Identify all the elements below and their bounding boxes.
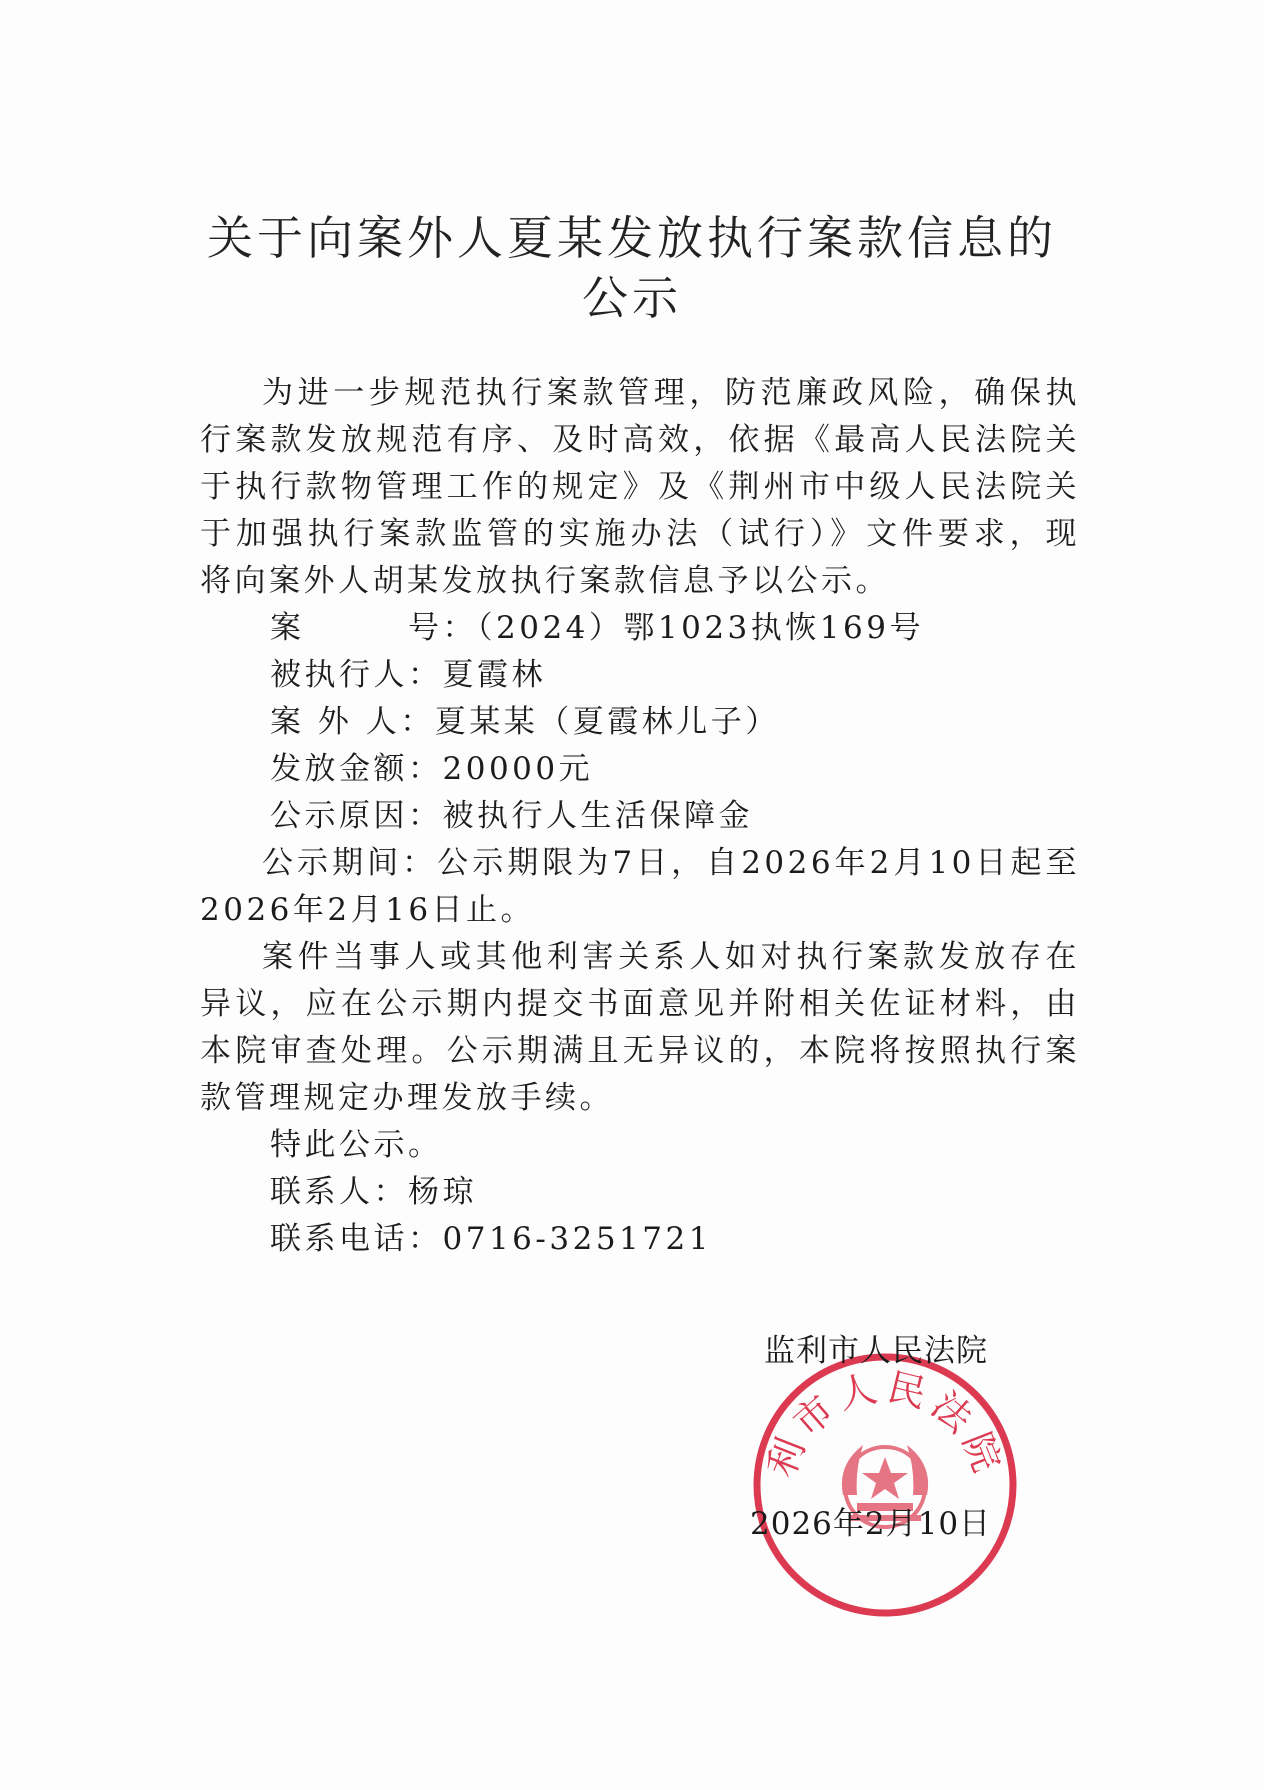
respondent-label: 被执行人： <box>270 657 443 693</box>
signature-org: 监利市人民法院 <box>764 1333 988 1369</box>
outsider-row <box>200 699 1080 746</box>
title-line-2: 公示 <box>582 271 682 325</box>
court-seal-stamp <box>745 1345 1025 1625</box>
case-number-value: （2024）鄂1023执恢169号 <box>477 610 924 646</box>
amount-label: 发放金额： <box>270 751 443 787</box>
closing-line: 特此公示。 <box>270 1127 443 1163</box>
case-number-row <box>200 605 1080 652</box>
outsider-label: 案 外 人： <box>270 704 435 740</box>
respondent-row <box>200 652 1080 699</box>
signature-date: 2026年2月10日 <box>750 1506 992 1542</box>
seal-ring-text: 利市人民法院 <box>758 1364 1012 1484</box>
reason-row <box>200 793 1080 840</box>
period-row <box>200 840 1080 934</box>
contact-person-label: 联系人： <box>270 1174 408 1210</box>
contact-phone-row <box>200 1216 1080 1263</box>
reason-value: 被执行人生活保障金 <box>442 798 753 834</box>
case-number-label: 案 号： <box>270 610 477 646</box>
contact-person-value: 杨琼 <box>408 1174 477 1210</box>
respondent-value: 夏霞林 <box>442 657 546 693</box>
document-body <box>200 370 1080 1263</box>
contact-phone-label: 联系电话： <box>270 1221 443 1257</box>
amount-value: 20000元 <box>442 751 594 787</box>
amount-row <box>200 746 1080 793</box>
intro-paragraph: 为进一步规范执行案款管理，防范廉政风险，确保执行案款发放规范有序、及时高效，依据《最高人民法院关于执行款物管理工作的规定》及《荆州市中级人民法院关于加强执行案款监管的实施办法（试行）》文件要求，现将向案外人胡某发放执行案款信息予以公示。 <box>200 375 1080 599</box>
objection-paragraph: 案件当事人或其他利害关系人如对执行案款发放存在异议，应在公示期内提交书面意见并附相关佐证材料，由本院审查处理。公示期满且无异议的，本院将按照执行案款管理规定办理发放手续。 <box>200 939 1080 1116</box>
outsider-value: 夏某某（夏霞林儿子） <box>434 704 780 740</box>
period-value: 公示期限为7日，自2026年2月10日起至2026年2月16日止。 <box>200 845 1080 928</box>
document-title <box>160 208 1104 328</box>
contact-person-row <box>200 1169 1080 1216</box>
period-label: 公示期间： <box>262 845 438 881</box>
contact-phone-value: 0716-3251721 <box>442 1221 712 1257</box>
title-line-1: 关于向案外人夏某发放执行案款信息的 <box>207 211 1057 265</box>
reason-label: 公示原因： <box>270 798 443 834</box>
